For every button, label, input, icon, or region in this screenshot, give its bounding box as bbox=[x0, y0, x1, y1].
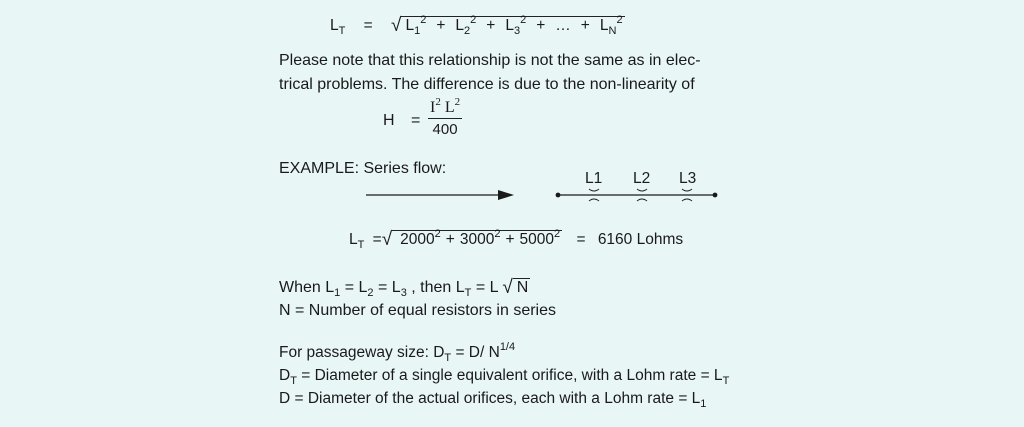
dt-sub: T bbox=[444, 352, 452, 365]
ex-plus-operator: + bbox=[445, 231, 455, 248]
plus-operator: + bbox=[580, 17, 590, 34]
note-line-2: trical problems. The difference is due to the non-linearity of bbox=[279, 76, 695, 93]
ex-lhs-subscript: T bbox=[357, 239, 365, 252]
passage-prefix: For passageway size: D bbox=[279, 344, 445, 361]
radicand-term: L bbox=[505, 17, 514, 34]
l3-sub: 3 bbox=[400, 287, 407, 300]
lohm-exponent: 2 bbox=[454, 95, 461, 108]
lohm-letter: L bbox=[444, 99, 455, 116]
lhs-letter: L bbox=[330, 17, 339, 34]
ex-equals-sign-2: = bbox=[576, 231, 586, 248]
passageway-formula bbox=[279, 340, 516, 365]
l1-sub: 1 bbox=[334, 287, 341, 300]
ex-term-exp: 2 bbox=[494, 227, 501, 240]
ex-lhs-letter: L bbox=[349, 231, 358, 248]
ex-term-base: 3000 bbox=[459, 231, 495, 248]
quarter-power: 1/4 bbox=[499, 340, 516, 353]
ex-radical-sign: √ bbox=[381, 229, 393, 250]
h-fraction bbox=[428, 95, 462, 138]
equal-resistors-statement bbox=[279, 276, 530, 298]
h-formula-lhs bbox=[383, 112, 420, 130]
dt-definition bbox=[279, 367, 730, 388]
l2-letter: L bbox=[358, 279, 368, 296]
lt-letter: L bbox=[455, 279, 465, 296]
plus-operator: + bbox=[436, 17, 446, 34]
resistor-label-l1: L1 bbox=[585, 170, 603, 187]
passage-mid: = D/ N bbox=[451, 344, 500, 361]
l3-letter: L bbox=[391, 279, 401, 296]
flow-arrow-icon bbox=[360, 184, 520, 204]
eq-b: = bbox=[373, 279, 392, 296]
then-text: , then bbox=[406, 279, 456, 296]
ex-equals-sign: = bbox=[372, 231, 382, 248]
radicand-term-sub: 2 bbox=[464, 25, 471, 38]
dt-letter: D bbox=[279, 367, 291, 384]
radicand-term-sub: 1 bbox=[414, 25, 421, 38]
plus-operator: + bbox=[486, 17, 496, 34]
example-formula bbox=[349, 228, 683, 250]
ex-term-exp: 2 bbox=[554, 227, 561, 240]
radical-sign: √ bbox=[391, 15, 402, 36]
series-resistor-diagram bbox=[550, 186, 725, 208]
total-lohm-formula bbox=[330, 14, 625, 36]
inlet-node bbox=[556, 193, 561, 198]
plus-operator: + bbox=[536, 17, 546, 34]
radicand-term-sub: N bbox=[608, 25, 617, 38]
h-denominator: 400 bbox=[432, 121, 458, 138]
ex-term-base: 5000 bbox=[519, 231, 554, 248]
ex-radicand bbox=[392, 227, 562, 249]
radicand-term-exp: 2 bbox=[420, 13, 427, 26]
lt-sub: T bbox=[464, 287, 472, 300]
radicand-term-exp: 2 bbox=[616, 13, 623, 26]
radicand-term-exp: 2 bbox=[470, 13, 477, 26]
n-under-radical: N bbox=[513, 278, 531, 297]
note-line-1: Please note that this relationship is not the same as in elec- bbox=[279, 52, 701, 69]
d-definition bbox=[279, 390, 707, 411]
radicand-term-sub: 3 bbox=[513, 25, 521, 38]
l1-def-sub: 1 bbox=[700, 398, 707, 411]
ex-term-exp: 2 bbox=[434, 227, 441, 240]
d-def-text: D = Diameter of the actual orifices, each with a Lohm rate = L bbox=[279, 390, 701, 407]
ex-result: 6160 Lohms bbox=[597, 231, 684, 248]
resistor-label-l2: L2 bbox=[633, 170, 651, 187]
radicand-term: L bbox=[405, 17, 415, 34]
dt-def-text: = Diameter of a single equivalent orifice, with a Lohm rate = L bbox=[296, 367, 723, 384]
eq-a: = bbox=[340, 279, 359, 296]
example-label: EXAMPLE: Series flow: bbox=[279, 160, 447, 177]
equals-l: = L bbox=[471, 279, 503, 296]
radicand-term: … bbox=[555, 17, 571, 34]
current-exponent: 2 bbox=[435, 95, 441, 108]
l2-sub: 2 bbox=[367, 287, 374, 300]
h-equals: = bbox=[411, 112, 421, 129]
sqrt-n-radical: √ bbox=[502, 277, 513, 298]
current-letter: I bbox=[430, 99, 436, 116]
n-definition: N = Number of equal resistors in series bbox=[279, 302, 556, 319]
ex-plus-operator: + bbox=[505, 231, 515, 248]
outlet-node bbox=[713, 193, 718, 198]
lhs-subscript: T bbox=[338, 25, 346, 38]
h-letter: H bbox=[383, 112, 395, 129]
radicand-sum bbox=[401, 13, 624, 38]
h-numerator bbox=[428, 95, 462, 119]
lt-def-sub: T bbox=[722, 375, 730, 388]
when-text: When bbox=[279, 279, 326, 296]
l1-letter: L bbox=[325, 279, 335, 296]
radicand-term: L bbox=[599, 17, 609, 34]
resistor-label-l3: L3 bbox=[679, 170, 697, 187]
radicand-term-exp: 2 bbox=[520, 13, 527, 26]
radicand-term: L bbox=[455, 17, 465, 34]
equals-sign: = bbox=[363, 17, 373, 34]
ex-term-base: 2000 bbox=[400, 231, 435, 248]
dt-def-sub: T bbox=[290, 375, 297, 388]
